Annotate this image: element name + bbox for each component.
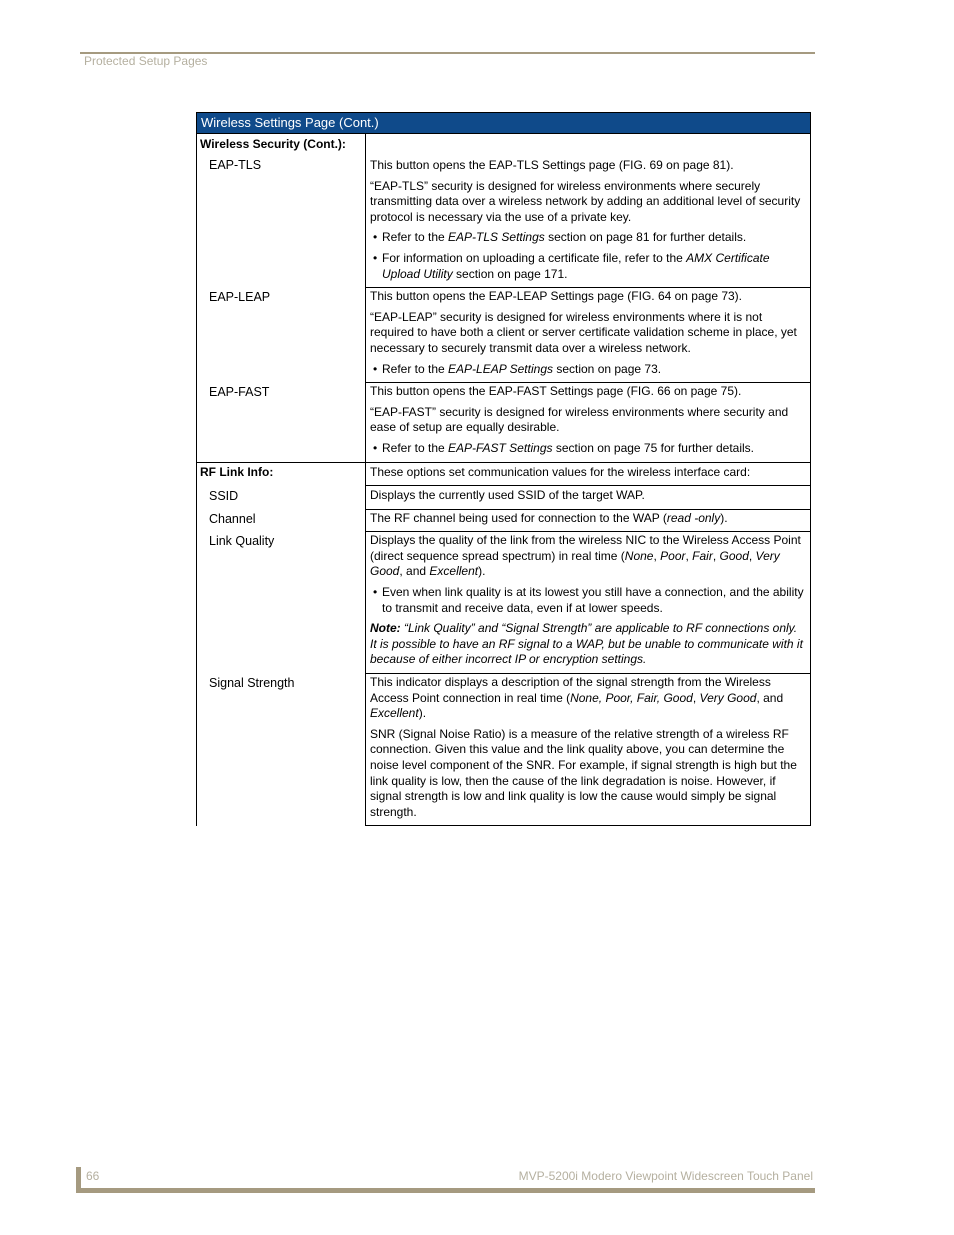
signal-strength-desc: This indicator displays a description of the signal strength from the Wireless Access Point connection in real time (None, Poor, Fair, Good, Very Good, and Excellent). (370, 675, 784, 721)
table-row-signal-strength (196, 674, 811, 826)
row-label-link-quality: Link Quality (209, 534, 275, 549)
eap-tls-detail: “EAP-TLS” security is designed for wireless environments where securely transmitting data over a wireless network by adding an additional level of security protocol is necessary via the use of a private key. (370, 178, 801, 224)
section-label-wireless-security: Wireless Security (Cont.): (200, 137, 346, 151)
table-row-eap-tls (196, 156, 811, 288)
row-label-signal-strength: Signal Strength (209, 676, 295, 691)
row-label-eap-leap: EAP-LEAP (209, 290, 271, 305)
eap-fast-desc: This button opens the EAP-FAST Settings page (FIG. 66 on page 75). (370, 384, 742, 399)
channel-desc: The RF channel being used for connection to the WAP (read -only). (370, 510, 728, 525)
link-quality-note: Note: “Link Quality” and “Signal Strength” are applicable to RF connections only. It is possible to have an RF signal to a WAP, but be unable to communicate with it because of either incorrect IP or encryption settings. (370, 621, 803, 667)
section-row-wireless-security (196, 134, 811, 156)
table-row-rf-link-info (196, 463, 811, 487)
table-title: Wireless Settings Page (Cont.) (196, 112, 811, 134)
footer-doc-title: MVP-5200i Modero Viewpoint Widescreen Touch Panel (518, 1169, 813, 1183)
row-label-ssid: SSID (209, 489, 239, 504)
eap-fast-detail: “EAP-FAST” security is designed for wireless environments where security and ease of setup are equally desirable. (370, 404, 789, 435)
rf-link-info-desc: These options set communication values for the wireless interface card: (370, 464, 751, 479)
row-label-channel: Channel (209, 511, 256, 526)
ssid-desc: Displays the currently used SSID of the target WAP. (370, 488, 645, 503)
footer-rule (76, 1188, 815, 1193)
table-row-ssid (196, 486, 811, 510)
table-row-link-quality (196, 532, 811, 674)
link-quality-bullet-1: • Even when link quality is at its lowest you still have a connection, and the ability to transmit and receive data, even if at lower speeds. (370, 585, 805, 616)
table-row-eap-leap (196, 288, 811, 383)
page-number: 66 (86, 1169, 100, 1183)
row-label-eap-tls: EAP-TLS (209, 158, 262, 172)
eap-fast-bullet-1: • Refer to the EAP-FAST Settings section on page 75 for further details. (370, 441, 805, 457)
eap-tls-desc: This button opens the EAP-TLS Settings page (FIG. 69 on page 81). (370, 158, 734, 172)
eap-leap-bullet-1: • Refer to the EAP-LEAP Settings section on page 73. (370, 362, 805, 378)
eap-leap-detail: “EAP-LEAP” security is designed for wireless environments where it is not required to have both a client or server certificate validation scheme in place, yet necessary to securely transmit data over a wireless network. (370, 309, 797, 355)
eap-leap-desc: This button opens the EAP-LEAP Settings page (FIG. 64 on page 73). (370, 289, 743, 304)
table-row-eap-fast (196, 383, 811, 462)
link-quality-desc: Displays the quality of the link from the wireless NIC to the Wireless Access Point (direct sequence spread spectrum) in real time (None, Poor, Fair, Good, Very Good, and Excellent). (370, 533, 801, 579)
signal-strength-snr: SNR (Signal Noise Ratio) is a measure of the relative strength of a wireless RF connection. Given this value and the link quality above, you can determine the noise level component of the SNR. For example, if signal strength is high but the link quality is low, then the cause of the link degradation is noise. However, if signal strength is low and link quality is low the cause would simply be signal strength. (370, 726, 797, 819)
eap-tls-bullet-1: • Refer to the EAP-TLS Settings section on page 81 for further details. (370, 230, 805, 246)
running-header: Protected Setup Pages (84, 54, 208, 68)
table-row-channel (196, 510, 811, 533)
wireless-settings-table (196, 112, 811, 826)
row-label-eap-fast: EAP-FAST (209, 385, 270, 400)
section-label-rf-link-info: RF Link Info: (200, 464, 274, 479)
eap-tls-bullet-2: • For information on uploading a certificate file, refer to the AMX Certificate Upload Utility section on page 171. (370, 251, 805, 282)
